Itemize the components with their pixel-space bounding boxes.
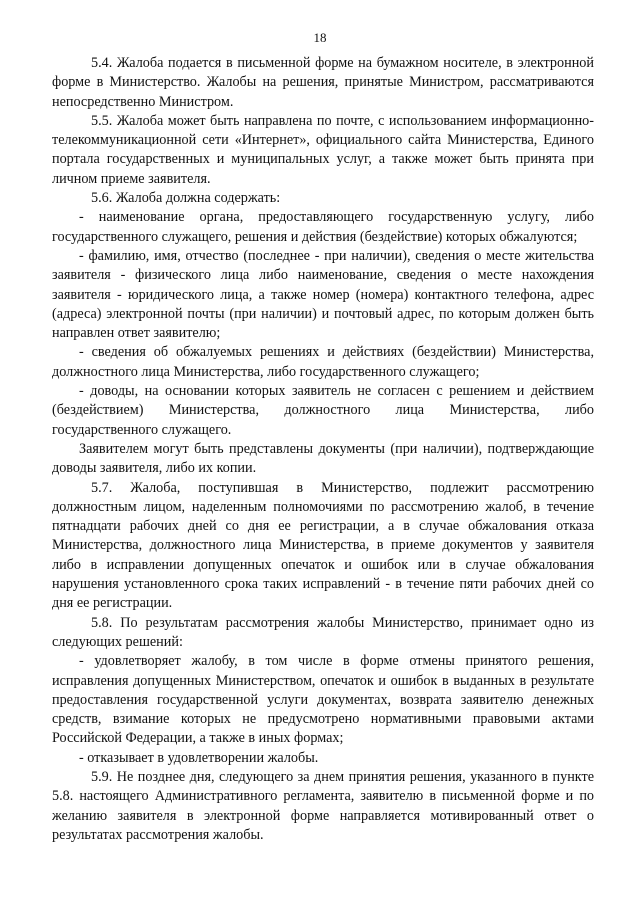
- paragraph-5-5: 5.5. Жалоба может быть направлена по почте, с использованием информационно-телекоммуникационной сети «Интернет», официального сайта Министерства, Единого портала государственных и муниципальных услуг, а также может быть принята при личном приеме заявителя.: [52, 112, 594, 187]
- list-item-refuse-complaint: - отказывает в удовлетворении жалобы.: [79, 749, 319, 766]
- paragraph-5-4: 5.4. Жалоба подается в письменной форме на бумажном носителе, в электронной форме в Министерство. Жалобы на решения, принятые Министром, рассматриваются непосредственно Министром.: [52, 55, 594, 110]
- page-number: 18: [313, 30, 327, 45]
- list-item-satisfy-complaint: - удовлетворяет жалобу, в том числе в форме отмены принятого решения, исправления допущенных Министерством, опечаток и ошибок в выданных в результате предоставления государственной услуги документах, возврата заявителю денежных средств, взимание которых не предусмотрено нормативными правовыми актами Российской Федерации, а также в иных формах;: [52, 653, 594, 747]
- list-item-organ-name: - наименование органа, предоставляющего государственную услугу, либо государственного служащего, решения и действия (бездействие) которых обжалуются;: [52, 209, 594, 245]
- paragraph-5-9: 5.9. Не позднее дня, следующего за днем принятия решения, указанного в пункте 5.8. настоящего Административного регламента, заявителю в письменной форме и по желанию заявителя в электронной форме направляется мотивированный ответ о результатах рассмотрения жалобы.: [52, 768, 594, 843]
- list-item-applicant-details: - фамилию, имя, отчество (последнее - при наличии), сведения о месте жительства заявителя - физического лица либо наименование, сведения о месте нахождения заявителя - юридического лица, а также номер (номера) контактного телефона, адрес (адреса) электронной почты (при наличии) и почтовый адрес, по которым должен быть направлен ответ заявителю;: [52, 247, 594, 342]
- paragraph-5-8: 5.8. По результатам рассмотрения жалобы Министерство, принимает одно из следующих решений:: [52, 614, 594, 650]
- list-item-appealed-decisions: - сведения об обжалуемых решениях и действиях (бездействии) Министерства, должностного лица Министерства, либо государственного служащего;: [52, 344, 594, 380]
- paragraph-5-6: 5.6. Жалоба должна содержать:: [91, 190, 281, 207]
- document-body: [52, 54, 594, 845]
- list-item-arguments: - доводы, на основании которых заявитель не согласен с решением и действием (бездействием) Министерства, должностного лица Министерства, либо государственного служащего.: [52, 383, 594, 438]
- paragraph-5-7: 5.7. Жалоба, поступившая в Министерство, подлежит рассмотрению должностным лицом, наделенным полномочиями по рассмотрению жалоб, в течение пятнадцати рабочих дней со дня ее регистрации, а в случае обжалования отказа Министерства, должностного лица Министерства, в приеме документов у заявителя либо в исправлении допущенных опечаток и ошибок или в случае обжалования нарушения установленного срока таких исправлений - в течение пяти рабочих дней со дня ее регистрации.: [52, 479, 594, 612]
- paragraph-documents: Заявителем могут быть представлены документы (при наличии), подтверждающие доводы заявителя, либо их копии.: [52, 440, 594, 477]
